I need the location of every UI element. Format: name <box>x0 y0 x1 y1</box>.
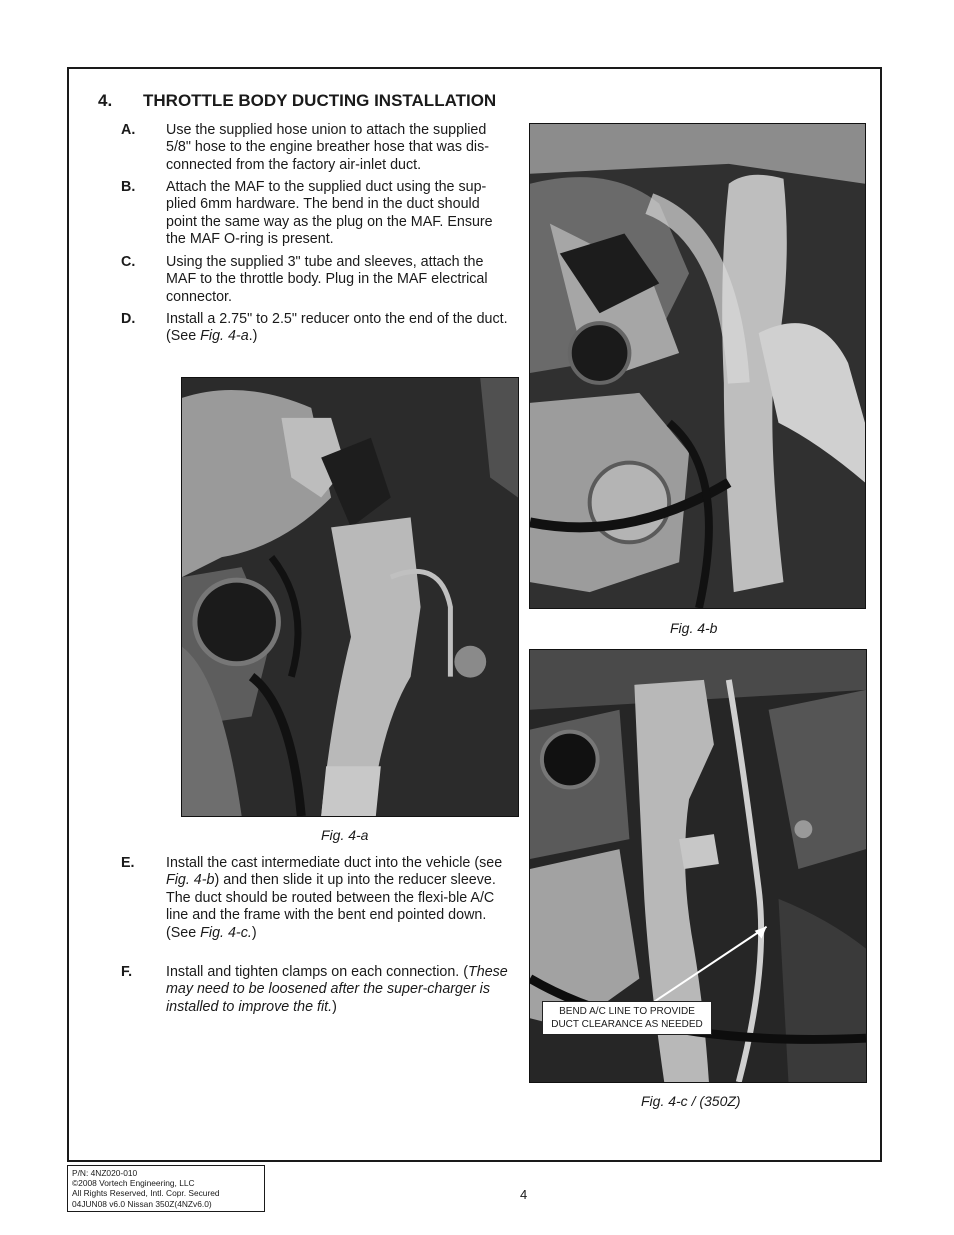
figure-reference: Fig. 4-b <box>166 872 215 889</box>
copyright-line: ©2008 Vortech Engineering, LLC <box>72 1178 195 1189</box>
step-letter: B. <box>121 179 136 195</box>
section-heading <box>98 91 496 111</box>
step-letter: F. <box>121 964 133 980</box>
step-c <box>121 254 511 306</box>
caption-fig-4b: Fig. 4-b <box>670 620 718 636</box>
part-number: P/N: 4NZ020-010 <box>72 1168 138 1178</box>
step-text: Install the cast intermediate duct into the vehicle (see Fig. 4-b) and then slide it up into the reducer sleeve. The duct should be routed between the flexi-ble A/C line and the frame with the bent end pointed down. (See Fig. 4-c.) <box>166 855 503 941</box>
caption-fig-4a: Fig. 4-a <box>321 827 369 843</box>
photo-fig-4b <box>529 123 866 609</box>
page-number: 4 <box>520 1187 528 1202</box>
section-title: THROTTLE BODY DUCTING INSTALLATION <box>143 91 497 110</box>
step-b <box>121 179 511 249</box>
photo-fig-4a <box>181 377 519 817</box>
callout-label <box>542 1001 712 1035</box>
step-text: Install and tighten clamps on each connection. (These may need to be loosened after the super-charger is installed to improve the fit.) <box>166 964 508 1015</box>
figure-reference: Fig. 4-a <box>200 328 249 345</box>
step-text: Use the supplied hose union to attach the supplied 5/8" hose to the engine breather hose that was dis-connected from the factory air-inlet duct. <box>166 122 489 173</box>
engine-photo-illustration <box>182 378 518 816</box>
footer-info-box <box>67 1165 265 1212</box>
caption-fig-4c: Fig. 4-c / (350Z) <box>641 1093 741 1109</box>
step-e <box>121 855 511 942</box>
step-a <box>121 122 511 174</box>
engine-photo-illustration <box>530 124 865 608</box>
step-letter: D. <box>121 311 136 327</box>
step-letter: C. <box>121 254 136 270</box>
step-text: Attach the MAF to the supplied duct using the sup-plied 6mm hardware. The bend in the duct should point the same way as the plug on the MAF. Ensure the MAF O-ring is present. <box>166 179 493 248</box>
step-note: These may need to be loosened after the super-charger is installed to improve the fit. <box>166 964 508 1015</box>
figure-reference: Fig. 4-c. <box>200 924 252 941</box>
step-f <box>121 964 511 1016</box>
version-line: 04JUN08 v6.0 Nissan 350Z(4NZv6.0) <box>72 1198 212 1209</box>
step-d <box>121 311 511 346</box>
section-number: 4. <box>98 91 113 110</box>
callout-line: DUCT CLEARANCE AS NEEDED <box>551 1019 703 1030</box>
rights-line: All Rights Reserved, Intl. Copr. Secured <box>72 1188 220 1199</box>
step-letter: E. <box>121 855 135 871</box>
step-text: Using the supplied 3" tube and sleeves, attach the MAF to the throttle body. Plug in the MAF electrical connector. <box>166 254 488 305</box>
callout-line: BEND A/C LINE TO PROVIDE <box>559 1006 695 1017</box>
step-text: Install a 2.75" to 2.5" reducer onto the end of the duct. (See Fig. 4-a.) <box>166 311 508 345</box>
step-letter: A. <box>121 122 136 138</box>
